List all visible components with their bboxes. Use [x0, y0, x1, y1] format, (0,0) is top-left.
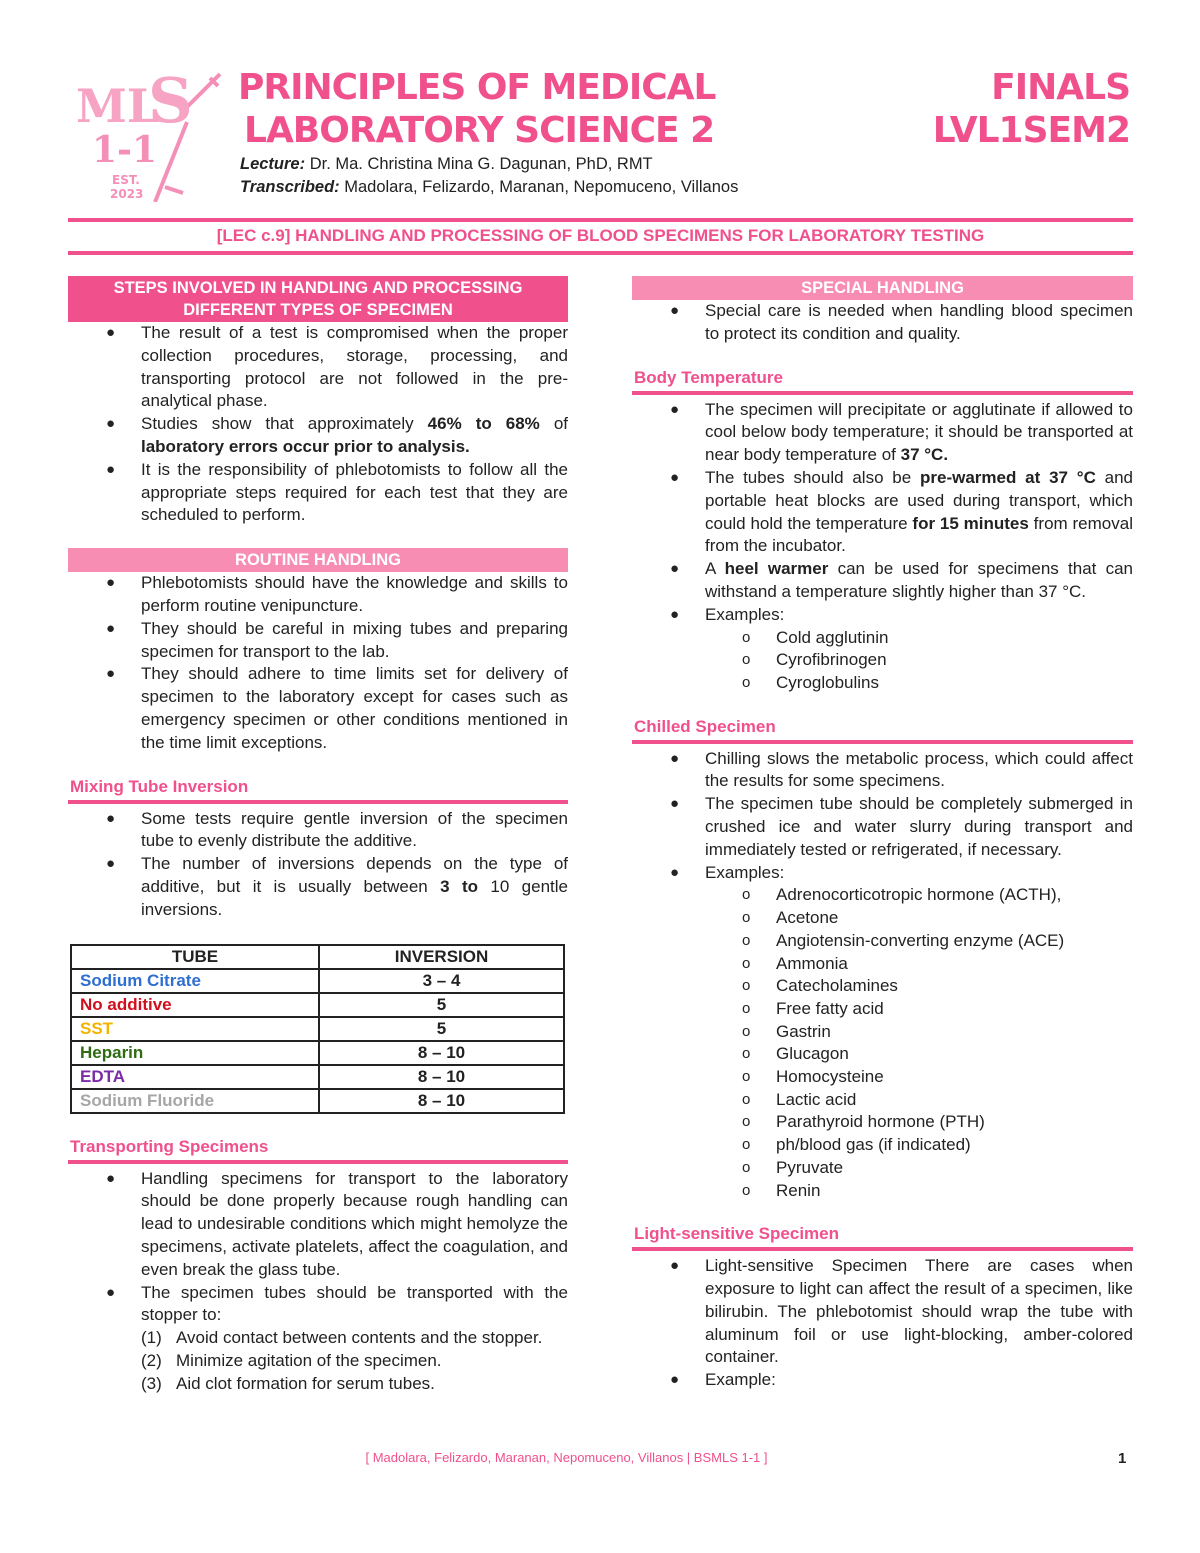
logo-graphic [70, 62, 230, 202]
steps-banner-line2: DIFFERENT TYPES OF SPECIMEN [183, 301, 453, 319]
logo-ml: ML [76, 79, 160, 133]
lecture-title: [LEC c.9] HANDLING AND PROCESSING OF BLOOD SPECIMENS FOR LABORATORY TESTING [216, 226, 985, 245]
header-divider-bottom [68, 251, 1133, 255]
routine-list [68, 572, 568, 754]
inversion-count: 3 – 4 [319, 969, 564, 993]
transcribed-label: Transcribed: [240, 178, 340, 196]
page-footer: [ Madolara, Felizardo, Maranan, Nepomuceno, Villanos | BSMLS 1-1 ] [365, 1450, 768, 1465]
transport-reasons [68, 1327, 568, 1395]
body-temperature-heading: Body Temperature [632, 367, 1133, 395]
list-item: o Free fatty acid [742, 998, 884, 1018]
tube-column-header: TUBE [71, 945, 319, 969]
chilled-examples [632, 884, 1133, 1202]
list-item: ● They should be careful in mixing tubes and preparing specimen for transport to the lab. [106, 618, 568, 661]
list-item: o Renin [742, 1180, 821, 1200]
lecturer-line [240, 153, 738, 176]
lecturer-name: Dr. Ma. Christina Mina G. Dagunan, PhD, RMT [305, 155, 653, 173]
logo-s: S [148, 64, 193, 137]
table-row [71, 993, 564, 1017]
tube-name: Heparin [71, 1041, 319, 1065]
inversion-count: 5 [319, 1017, 564, 1041]
header-divider-top [68, 218, 1133, 222]
list-item: ● The result of a test is compromised when the proper collection procedures, storage, processing, and transporting protocol are not followed in the pre-analytical phase. [106, 323, 568, 411]
list-item: ● They should adhere to time limits set for delivery of specimen to the laboratory except for cases such as emergency specimen or other conditions mentioned in the time limit exceptions. [106, 664, 568, 752]
lecture-label: Lecture: [240, 155, 306, 173]
transport-heading: Transporting Specimens [68, 1136, 568, 1164]
list-item: ● Special care is needed when handling blood specimen to protect its condition and quality. [670, 301, 1133, 343]
routine-banner: ROUTINE HANDLING [68, 548, 568, 572]
inversion-column-header: INVERSION [319, 945, 564, 969]
list-item: ● Phlebotomists should have the knowledge and skills to perform routine venipuncture. [106, 573, 568, 615]
chilled-list [632, 748, 1133, 885]
list-item: ● The tubes should also be pre-warmed at 37 °C and portable heat blocks are used during transport, which could hold the temperature for 15 minutes from removal from the incubator. [670, 467, 1133, 556]
right-column [632, 276, 1133, 1392]
body-temperature-examples [632, 627, 1133, 695]
course-title [238, 66, 715, 152]
mixing-heading: Mixing Tube Inversion [68, 776, 568, 804]
tube-name: EDTA [71, 1065, 319, 1089]
list-item: ● Examples: [670, 862, 785, 882]
list-item: (2) Minimize agitation of the specimen. [141, 1350, 442, 1370]
steps-banner [68, 276, 568, 322]
special-banner: SPECIAL HANDLING [632, 276, 1133, 300]
tube-name: SST [71, 1017, 319, 1041]
light-sensitive-heading: Light-sensitive Specimen [632, 1223, 1133, 1251]
list-item: ● The specimen tubes should be transported with the stopper to: [106, 1282, 568, 1325]
list-item: o Acetone [742, 908, 839, 928]
list-item: (1) Avoid contact between contents and the stopper. [141, 1328, 543, 1348]
mixing-list [68, 808, 568, 922]
list-item: ● It is the responsibility of phlebotomists to follow all the appropriate steps required for each test that they are scheduled to perform. [106, 459, 568, 525]
transcribers: Madolara, Felizardo, Maranan, Nepomuceno, Villanos [339, 178, 739, 196]
inversion-count: 8 – 10 [319, 1041, 564, 1065]
steps-banner-line1: STEPS INVOLVED IN HANDLING AND PROCESSING [113, 279, 523, 297]
list-item: ● The number of inversions depends on the type of additive, but it is usually between 3 to 10 gentle inversions. [106, 854, 568, 919]
table-row [71, 1041, 564, 1065]
table-row [71, 1065, 564, 1089]
list-item: ● Example: [670, 1370, 776, 1390]
list-item: ● The specimen will precipitate or agglutinate if allowed to cool below body temperature; it should be transported at near body temperature of 37 °C. [670, 399, 1133, 465]
exam-term [933, 66, 1130, 152]
table-row [71, 1017, 564, 1041]
list-item: ● Chilling slows the metabolic process, which could affect the results for some specimens. [670, 748, 1133, 791]
inversion-count: 8 – 10 [319, 1089, 564, 1113]
list-item: ● The specimen tube should be completely submerged in crushed ice and water slurry during transport and immediately tested or refrigerated, if necessary. [670, 794, 1133, 859]
list-item: o Adrenocorticotropic hormone (ACTH), [742, 885, 1062, 905]
tube-name: Sodium Citrate [71, 969, 319, 993]
logo-section: 1-1 [92, 129, 158, 171]
lecture-info [240, 153, 738, 199]
list-item: o Cyrofibrinogen [742, 650, 887, 670]
page-number: 1 [1118, 1450, 1127, 1467]
list-item: ● Examples: [670, 604, 785, 624]
list-item: o Glucagon [742, 1044, 849, 1064]
list-item: o Angiotensin-converting enzyme (ACE) [742, 930, 1065, 950]
special-list [632, 300, 1133, 346]
body-temperature-list [632, 399, 1133, 627]
list-item: o Cyroglobulins [742, 672, 879, 692]
list-item: o Lactic acid [742, 1089, 857, 1109]
course-title-line1: PRINCIPLES OF MEDICAL [238, 67, 716, 108]
light-sensitive-list [632, 1255, 1133, 1392]
transcribers-line [240, 176, 738, 199]
chilled-heading: Chilled Specimen [632, 716, 1133, 744]
transport-list [68, 1168, 568, 1328]
list-item: (3) Aid clot formation for serum tubes. [141, 1373, 435, 1393]
logo-year: 2023 [110, 187, 144, 201]
course-title-line2: LABORATORY SCIENCE 2 [244, 110, 715, 151]
table-header-row [71, 945, 564, 969]
list-item: o Parathyroid hormone (PTH) [742, 1112, 985, 1132]
list-item: o ph/blood gas (if indicated) [742, 1135, 971, 1155]
table-row [71, 969, 564, 993]
list-item: ● Some tests require gentle inversion of the specimen tube to evenly distribute the additive. [106, 808, 568, 851]
list-item: ● Handling specimens for transport to the laboratory should be done properly because rough handling can lead to undesirable conditions which might hemolyze the specimens, activate platelets, affect the coagulation, and even break the glass tube. [106, 1168, 568, 1279]
tube-name: Sodium Fluoride [71, 1089, 319, 1113]
list-item: o Catecholamines [742, 976, 898, 996]
inversion-table-body [71, 969, 564, 1113]
list-item: ● Light-sensitive Specimen There are cases when exposure to light can affect the result of a specimen, like bilirubin. The phlebotomist should wrap the tube with aluminum foil or use light-blocking, amber-colored container. [670, 1256, 1133, 1367]
finals-label: FINALS [991, 67, 1130, 108]
table-row [71, 1089, 564, 1113]
list-item: ● A heel warmer can be used for specimens that can withstand a temperature slightly higher than 37 °C. [670, 559, 1134, 601]
list-item: o Cold agglutinin [742, 627, 889, 647]
tube-name: No additive [71, 993, 319, 1017]
list-item: o Homocysteine [742, 1067, 884, 1087]
inversion-count: 5 [319, 993, 564, 1017]
list-item: ● Studies show that approximately 46% to 68% of laboratory errors occur prior to analysis. [106, 414, 568, 456]
list-item: o Pyruvate [742, 1157, 844, 1177]
steps-list [68, 322, 568, 527]
list-item: o Gastrin [742, 1021, 831, 1041]
logo-est: EST. [112, 173, 140, 187]
level-semester: LVL1SEM2 [932, 110, 1130, 151]
list-item: o Ammonia [742, 953, 848, 973]
left-column [68, 276, 568, 1395]
inversion-count: 8 – 10 [319, 1065, 564, 1089]
mls-logo [70, 62, 230, 202]
inversion-table [70, 944, 565, 1114]
